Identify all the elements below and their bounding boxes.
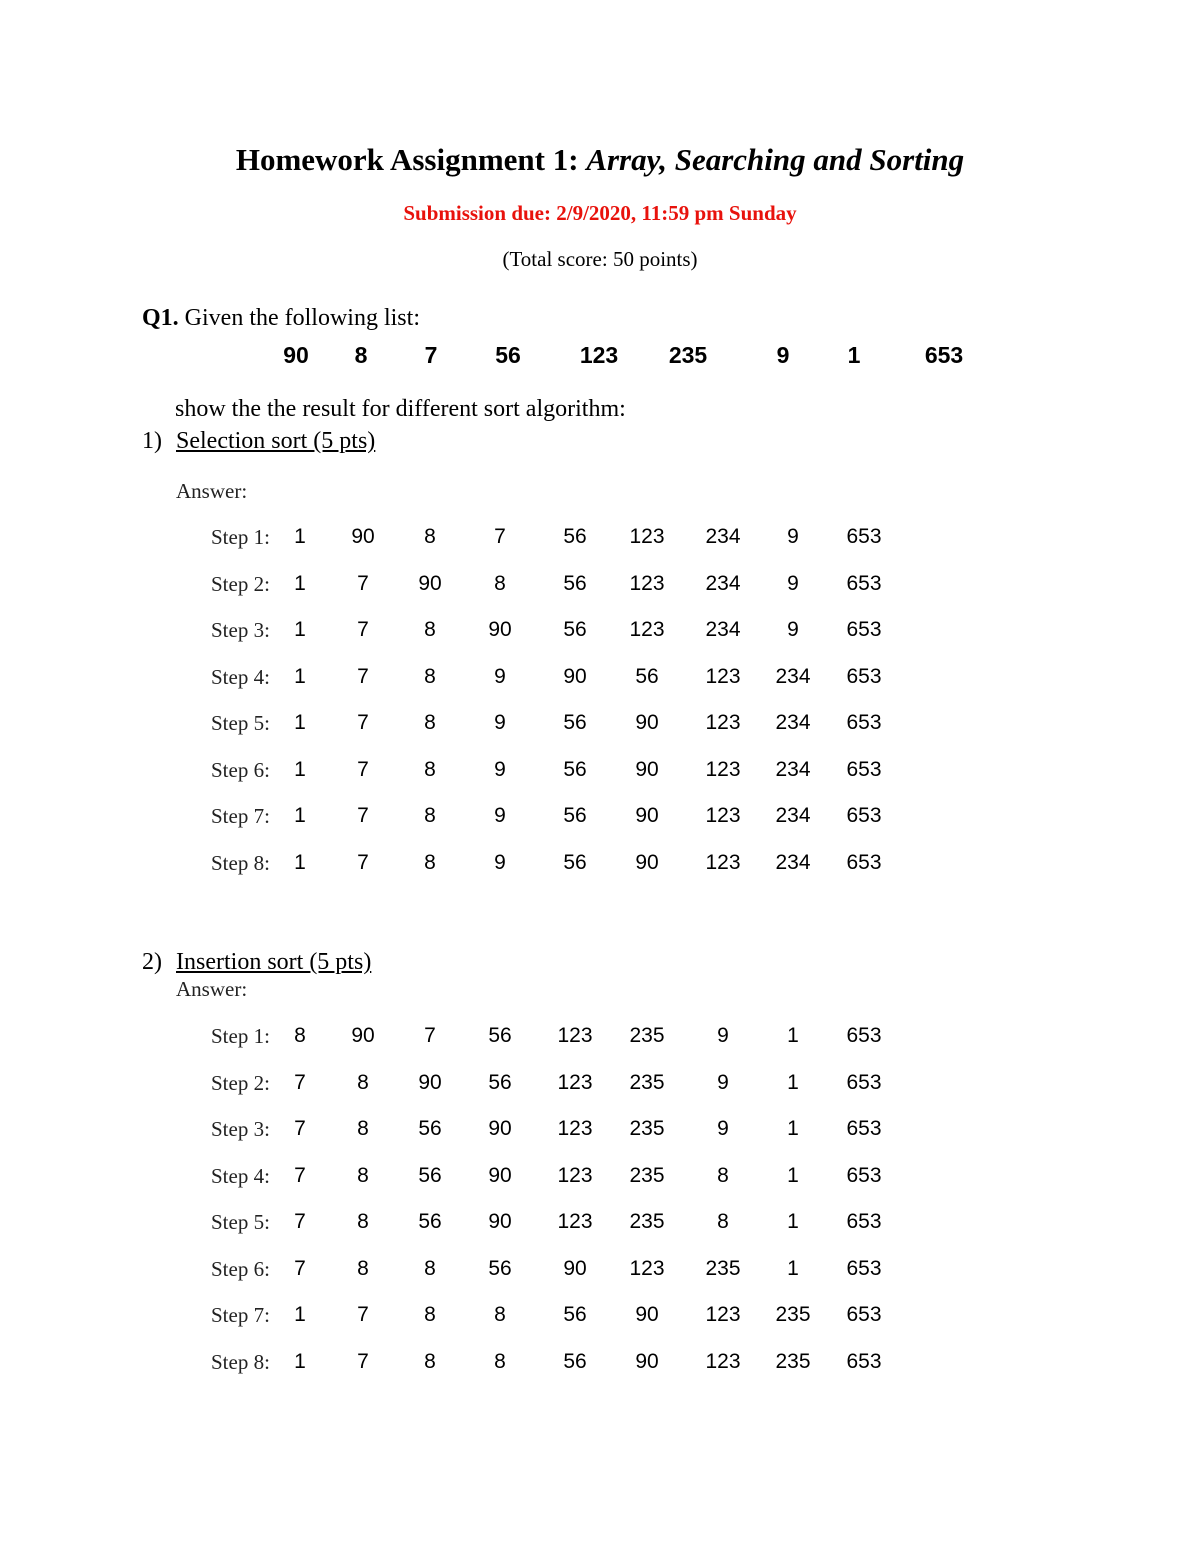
title-main: Homework Assignment 1: [235, 142, 579, 177]
insertion-sort-step-value: 1 [787, 1024, 799, 1047]
given-list-value: 7 [424, 342, 438, 368]
insertion-sort-step-label: Step 6: [211, 1257, 270, 1281]
selection-sort-step-label: Step 3: [211, 618, 270, 642]
selection-sort-step-value: 1 [294, 711, 306, 734]
insertion-sort-step-value: 56 [488, 1024, 512, 1047]
selection-sort-step-value: 9 [787, 525, 799, 548]
selection-sort-answer-label: Answer: [176, 479, 248, 503]
selection-sort-step-label: Step 6: [211, 758, 270, 782]
selection-sort-step-value: 7 [357, 851, 369, 874]
insertion-sort-step-value: 8 [424, 1350, 436, 1373]
selection-sort-step-value: 9 [787, 572, 799, 595]
selection-sort-step-value: 234 [775, 758, 811, 781]
q1-prompt [142, 303, 420, 333]
selection-sort-step-value: 90 [635, 804, 659, 827]
insertion-sort-step-value: 90 [488, 1117, 512, 1140]
insertion-sort-step-label: Step 1: [211, 1024, 270, 1048]
insertion-sort-step-value: 56 [563, 1350, 587, 1373]
insertion-sort-step-value: 8 [494, 1303, 506, 1326]
insertion-sort-step-value: 1 [294, 1350, 306, 1373]
insertion-sort-step-value: 90 [418, 1071, 442, 1094]
insertion-sort-step-row [0, 1068, 1200, 1098]
insertion-sort-step-value: 235 [629, 1024, 665, 1047]
insertion-sort-step-value: 235 [629, 1117, 665, 1140]
insertion-sort-step-value: 56 [488, 1257, 512, 1280]
selection-sort-step-value: 56 [563, 804, 587, 827]
insertion-sort-step-value: 123 [705, 1303, 741, 1326]
given-list-value: 8 [354, 342, 368, 368]
selection-sort-step-value: 653 [846, 665, 882, 688]
insertion-sort-step-row [0, 1161, 1200, 1191]
insertion-sort-step-value: 56 [418, 1164, 442, 1187]
selection-sort-step-value: 56 [563, 618, 587, 641]
selection-sort-step-value: 234 [705, 572, 741, 595]
insertion-sort-step-label: Step 3: [211, 1117, 270, 1141]
selection-sort-heading [142, 426, 375, 456]
insertion-sort-step-value: 235 [775, 1303, 811, 1326]
selection-sort-step-value: 7 [357, 758, 369, 781]
insertion-sort-step-value: 8 [717, 1210, 729, 1233]
insertion-sort-step-label: Step 7: [211, 1303, 270, 1327]
insertion-sort-step-value: 56 [418, 1210, 442, 1233]
selection-sort-step-row [0, 708, 1200, 738]
insertion-sort-step-value: 8 [424, 1257, 436, 1280]
insertion-sort-step-value: 653 [846, 1350, 882, 1373]
insertion-sort-step-value: 653 [846, 1257, 882, 1280]
selection-sort-step-value: 7 [357, 572, 369, 595]
selection-sort-step-value: 90 [563, 665, 587, 688]
selection-sort-step-value: 9 [494, 851, 506, 874]
insertion-sort-step-row [0, 1207, 1200, 1237]
selection-sort-step-value: 8 [424, 665, 436, 688]
insertion-sort-step-value: 56 [418, 1117, 442, 1140]
selection-sort-step-value: 8 [424, 804, 436, 827]
selection-sort-step-value: 90 [418, 572, 442, 595]
selection-sort-step-value: 8 [424, 711, 436, 734]
selection-sort-step-row [0, 801, 1200, 831]
selection-sort-step-row [0, 615, 1200, 645]
insertion-sort-step-value: 8 [717, 1164, 729, 1187]
given-list [0, 339, 1200, 371]
insertion-sort-step-value: 123 [557, 1117, 593, 1140]
selection-sort-step-value: 1 [294, 572, 306, 595]
given-list-value: 653 [924, 342, 964, 368]
selection-sort-step-label: Step 4: [211, 665, 270, 689]
selection-sort-step-value: 56 [635, 665, 659, 688]
selection-sort-step-value: 7 [357, 665, 369, 688]
insertion-sort-step-value: 9 [717, 1071, 729, 1094]
selection-sort-step-value: 7 [357, 804, 369, 827]
insertion-sort-heading [142, 947, 371, 977]
insertion-sort-step-value: 653 [846, 1164, 882, 1187]
selection-sort-step-value: 8 [424, 851, 436, 874]
selection-sort-step-value: 123 [705, 711, 741, 734]
insertion-sort-answer-label: Answer: [176, 977, 248, 1001]
selection-sort-step-value: 56 [563, 851, 587, 874]
insertion-sort-step-value: 123 [629, 1257, 665, 1280]
insertion-sort-step-value: 8 [357, 1071, 369, 1094]
selection-sort-step-value: 653 [846, 804, 882, 827]
selection-sort-step-value: 7 [357, 618, 369, 641]
selection-sort-step-value: 653 [846, 572, 882, 595]
title-subject: Array, Searching and Sorting [586, 142, 965, 177]
insertion-sort-step-value: 235 [629, 1071, 665, 1094]
insertion-sort-step-value: 235 [775, 1350, 811, 1373]
insertion-sort-step-value: 653 [846, 1303, 882, 1326]
total-score: (Total score: 50 points) [502, 247, 698, 271]
insertion-sort-step-label: Step 2: [211, 1071, 270, 1095]
selection-sort-step-value: 56 [563, 711, 587, 734]
insertion-sort-step-label: Step 8: [211, 1350, 270, 1374]
insertion-sort-step-value: 1 [787, 1117, 799, 1140]
selection-sort-step-value: 653 [846, 851, 882, 874]
selection-sort-step-value: 1 [294, 525, 306, 548]
selection-sort-step-value: 56 [563, 758, 587, 781]
selection-sort-number: 1) [142, 428, 162, 454]
insertion-sort-step-value: 7 [294, 1164, 306, 1187]
given-list-value: 56 [495, 342, 521, 368]
selection-sort-step-value: 8 [424, 618, 436, 641]
insertion-sort-step-value: 123 [557, 1024, 593, 1047]
selection-sort-step-value: 123 [705, 851, 741, 874]
insertion-sort-step-value: 1 [787, 1164, 799, 1187]
insertion-sort-step-value: 235 [629, 1164, 665, 1187]
insertion-sort-step-row [0, 1347, 1200, 1377]
selection-sort-step-value: 8 [424, 758, 436, 781]
selection-sort-step-value: 56 [563, 572, 587, 595]
selection-sort-step-value: 90 [635, 851, 659, 874]
selection-sort-step-value: 653 [846, 618, 882, 641]
selection-sort-step-value: 56 [563, 525, 587, 548]
insertion-sort-step-value: 653 [846, 1117, 882, 1140]
insertion-sort-step-value: 7 [294, 1257, 306, 1280]
given-list-value: 123 [579, 342, 619, 368]
selection-sort-step-row [0, 662, 1200, 692]
insertion-sort-step-row [0, 1021, 1200, 1051]
insertion-sort-step-row [0, 1114, 1200, 1144]
insertion-sort-step-value: 7 [294, 1210, 306, 1233]
selection-sort-step-value: 7 [494, 525, 506, 548]
given-list-value: 235 [668, 342, 708, 368]
insertion-sort-step-value: 7 [424, 1024, 436, 1047]
selection-sort-step-value: 90 [635, 758, 659, 781]
insertion-sort-step-value: 8 [357, 1257, 369, 1280]
insertion-sort-step-value: 8 [357, 1210, 369, 1233]
insertion-sort-step-value: 56 [563, 1303, 587, 1326]
selection-sort-step-value: 9 [787, 618, 799, 641]
insertion-sort-step-label: Step 4: [211, 1164, 270, 1188]
selection-sort-step-label: Step 8: [211, 851, 270, 875]
insertion-sort-number: 2) [142, 949, 162, 975]
selection-sort-step-value: 9 [494, 711, 506, 734]
insertion-sort-step-value: 90 [351, 1024, 375, 1047]
selection-sort-step-value: 123 [705, 758, 741, 781]
selection-sort-step-value: 653 [846, 758, 882, 781]
insertion-sort-step-row [0, 1300, 1200, 1330]
insertion-sort-step-value: 653 [846, 1210, 882, 1233]
selection-sort-step-value: 234 [705, 618, 741, 641]
q1-prompt-text: Given the following list: [184, 305, 420, 331]
selection-sort-step-value: 123 [705, 665, 741, 688]
selection-sort-step-value: 1 [294, 804, 306, 827]
selection-sort-step-value: 1 [294, 618, 306, 641]
selection-sort-step-value: 90 [351, 525, 375, 548]
selection-sort-step-value: 8 [424, 525, 436, 548]
selection-sort-step-value: 9 [494, 758, 506, 781]
insertion-sort-step-value: 8 [424, 1303, 436, 1326]
selection-sort-step-label: Step 7: [211, 804, 270, 828]
selection-sort-step-label: Step 1: [211, 525, 270, 549]
insertion-sort-step-value: 1 [787, 1257, 799, 1280]
insertion-sort-step-value: 90 [635, 1303, 659, 1326]
selection-sort-step-value: 234 [775, 711, 811, 734]
insertion-sort-step-value: 1 [787, 1210, 799, 1233]
insertion-sort-step-value: 9 [717, 1117, 729, 1140]
insertion-sort-step-value: 8 [357, 1164, 369, 1187]
insertion-sort-step-value: 9 [717, 1024, 729, 1047]
selection-sort-step-value: 90 [488, 618, 512, 641]
insertion-sort-step-value: 1 [294, 1303, 306, 1326]
insertion-sort-step-value: 8 [294, 1024, 306, 1047]
insertion-sort-step-value: 56 [488, 1071, 512, 1094]
insertion-sort-title: Insertion sort (5 pts) [176, 949, 372, 975]
insertion-sort-step-value: 235 [629, 1210, 665, 1233]
insertion-sort-step-value: 90 [488, 1164, 512, 1187]
insertion-sort-step-value: 123 [557, 1210, 593, 1233]
insertion-sort-step-value: 7 [294, 1071, 306, 1094]
selection-sort-step-label: Step 5: [211, 711, 270, 735]
insertion-sort-step-value: 123 [705, 1350, 741, 1373]
selection-sort-step-row [0, 569, 1200, 599]
selection-sort-step-value: 123 [629, 572, 665, 595]
insertion-sort-step-value: 653 [846, 1071, 882, 1094]
insertion-sort-step-value: 7 [357, 1350, 369, 1373]
selection-sort-step-value: 234 [775, 665, 811, 688]
insertion-sort-step-value: 653 [846, 1024, 882, 1047]
selection-sort-step-row [0, 522, 1200, 552]
insertion-sort-step-value: 1 [787, 1071, 799, 1094]
selection-sort-step-value: 90 [635, 711, 659, 734]
insertion-sort-step-value: 90 [563, 1257, 587, 1280]
selection-sort-step-value: 234 [775, 851, 811, 874]
submission-due: Submission due: 2/9/2020, 11:59 pm Sunday [403, 201, 797, 225]
selection-sort-step-value: 9 [494, 804, 506, 827]
insertion-sort-step-value: 123 [557, 1071, 593, 1094]
q1-intro: show the the result for different sort algorithm: [175, 396, 626, 422]
insertion-sort-step-value: 7 [294, 1117, 306, 1140]
insertion-sort-step-row [0, 1254, 1200, 1284]
selection-sort-step-value: 8 [494, 572, 506, 595]
selection-sort-step-value: 7 [357, 711, 369, 734]
selection-sort-step-value: 1 [294, 758, 306, 781]
selection-sort-step-row [0, 755, 1200, 785]
insertion-sort-step-value: 235 [705, 1257, 741, 1280]
selection-sort-step-value: 653 [846, 711, 882, 734]
insertion-sort-step-value: 7 [357, 1303, 369, 1326]
insertion-sort-step-value: 90 [635, 1350, 659, 1373]
insertion-sort-step-value: 8 [494, 1350, 506, 1373]
selection-sort-step-value: 123 [629, 525, 665, 548]
selection-sort-step-value: 1 [294, 665, 306, 688]
selection-sort-step-value: 653 [846, 525, 882, 548]
selection-sort-step-value: 1 [294, 851, 306, 874]
selection-sort-title: Selection sort (5 pts) [176, 428, 376, 454]
selection-sort-step-row [0, 848, 1200, 878]
selection-sort-step-value: 123 [705, 804, 741, 827]
page-title [0, 140, 1200, 180]
selection-sort-step-value: 123 [629, 618, 665, 641]
q1-label: Q1. [142, 305, 179, 331]
insertion-sort-step-value: 90 [488, 1210, 512, 1233]
given-list-value: 9 [776, 342, 790, 368]
given-list-value: 90 [283, 342, 309, 368]
insertion-sort-step-value: 8 [357, 1117, 369, 1140]
selection-sort-step-value: 234 [705, 525, 741, 548]
given-list-value: 1 [847, 342, 861, 368]
selection-sort-step-label: Step 2: [211, 572, 270, 596]
selection-sort-step-value: 234 [775, 804, 811, 827]
selection-sort-step-value: 9 [494, 665, 506, 688]
insertion-sort-step-label: Step 5: [211, 1210, 270, 1234]
insertion-sort-step-value: 123 [557, 1164, 593, 1187]
